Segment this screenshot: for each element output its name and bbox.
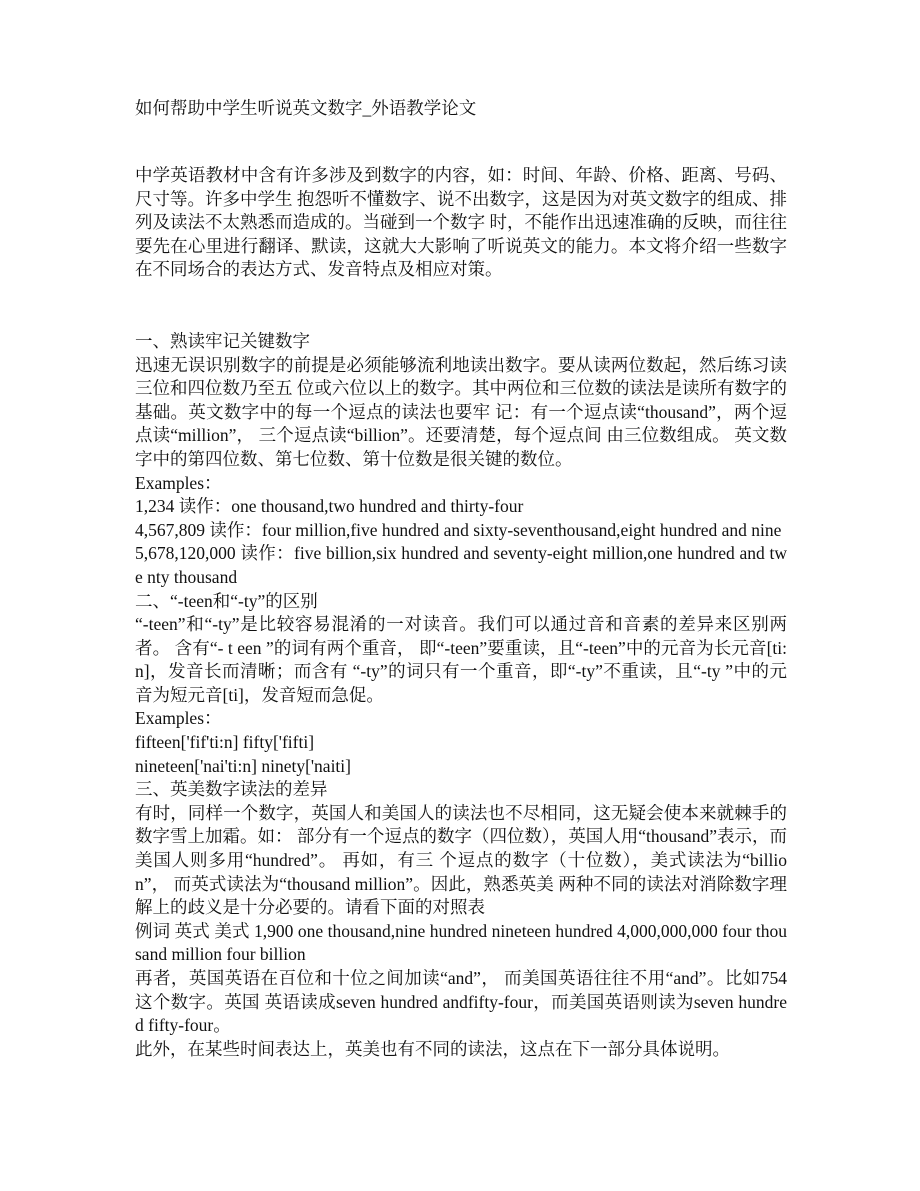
example-line: 1,234 读作：one thousand,two hundred and thirty-four	[135, 496, 524, 517]
section1-heading: 一、熟读牢记关键数字	[135, 330, 310, 351]
section3-heading: 三、英美数字读法的差异	[135, 779, 328, 800]
section2-body: “-teen”和“-ty”是比较容易混淆的一对读音。我们可以通过音和音素的差异来区别两者。 含有“- t een ”的词有两个重音， 即“-teen”要重读，且“-teen”中的元音为长元音[ti:n]，发音长而清晰；而含有 “-ty”的词只有一个重音，即“-ty”不重读，且“-ty ”中的元音为短元音[ti]，发音短而急促。	[135, 614, 787, 705]
section3-body: 有时，同样一个数字，英国人和美国人的读法也不尽相同，这无疑会使本来就棘手的数字雪上加霜。如： 部分有一个逗点的数字（四位数），英国人用“thousand”表示，而美国人则多用“hundred”。 再如，有三 个逗点的数字（十位数），美式读法为“billion”， 而英式读法为“thousand million”。因此，熟悉英美 两种不同的读法对消除数字理解上的歧义是十分必要的。请看下面的对照表	[135, 802, 787, 918]
document-page	[135, 96, 787, 1061]
example-line: fifteen['fif'ti:n] fifty['fifti]	[135, 732, 315, 753]
intro-paragraph: 中学英语教材中含有许多涉及到数字的内容，如：时间、年龄、价格、距离、号码、尺寸等。许多中学生 抱怨听不懂数字、说不出数字，这是因为对英文数字的组成、排列及读法不太熟悉而造成的。当碰到一个数字 时，不能作出迅速准确的反映，而往往要先在心里进行翻译、默读，这就大大影响了听说英文的能力。本文将介绍一些数字在不同场合的表达方式、发音特点及相应对策。	[135, 165, 787, 280]
comparison-table-text: 例词 英式 美式 1,900 one thousand,nine hundred nineteen hundred 4,000,000,000 four thousand million four billion	[135, 920, 787, 965]
section1-examples-label: Examples：	[135, 472, 222, 493]
section3-body-3: 此外，在某些时间表达上，英美也有不同的读法，这点在下一部分具体说明。	[135, 1038, 730, 1059]
example-line: 5,678,120,000 读作：five billion,six hundred and seventy-eight million,one hundred and twe nty thousand	[135, 543, 787, 587]
example-line: 4,567,809 读作：four million,five hundred and sixty-seventhousand,eight hundred and nine	[135, 519, 782, 540]
spacer	[135, 120, 787, 164]
example-line: nineteen['nai'ti:n] ninety['naiti]	[135, 755, 351, 776]
section3-body-2: 再者，英国英语在百位和十位之间加读“and”， 而美国英语往往不用“and”。比如754这个数字。英国 英语读成seven hundred andfifty-four，而美国英语则读为seven hundred fifty-four。	[135, 968, 787, 1036]
spacer	[135, 282, 787, 330]
section2-heading: 二、“-teen和“-ty”的区别	[135, 590, 318, 611]
section1-body: 迅速无误识别数字的前提是必须能够流利地读出数字。要从读两位数起，然后练习读三位和四位数乃至五 位或六位以上的数字。其中两位和三位数的读法是读所有数字的基础。英文数字中的每一个逗点的读法也要牢 记：有一个逗点读“thousand”，两个逗点读“million”， 三个逗点读“billion”。还要清楚，每个逗点间 由三位数组成。 英文数字中的第四位数、第七位数、第十位数是很关键的数位。	[135, 354, 787, 469]
document-title: 如何帮助中学生听说英文数字_外语教学论文	[135, 98, 477, 118]
section2-examples-label: Examples：	[135, 708, 222, 729]
